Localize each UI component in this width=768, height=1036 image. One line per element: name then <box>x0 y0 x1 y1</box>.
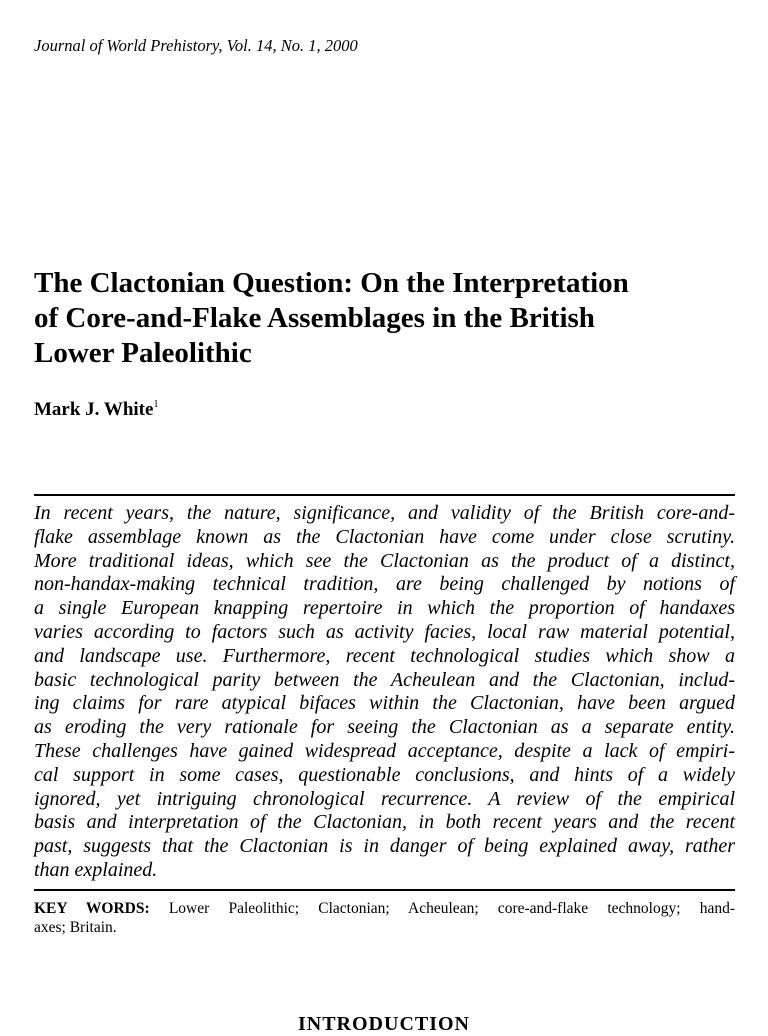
keywords-line: axes; Britain. <box>34 919 117 936</box>
abstract-line: non-handax-making technical tradition, are being challenged by notions of <box>34 573 735 596</box>
abstract-line: These challenges have gained widespread acceptance, despite a lack of empiri- <box>34 739 735 762</box>
author-footnote-mark: 1 <box>153 399 159 410</box>
abstract-line: flake assemblage known as the Clactonian have come under close scrutiny. <box>34 525 735 548</box>
title-line: The Clactonian Question: On the Interpretation <box>34 267 629 299</box>
abstract-line: than explained. <box>34 858 158 881</box>
abstract-line: cal support in some cases, questionable conclusions, and hints of a widely <box>34 763 735 786</box>
abstract-line: as eroding the very rationale for seeing the Clactonian as a separate entity. <box>34 716 735 739</box>
abstract-line: past, suggests that the Clactonian is in danger of being explained away, rather <box>34 835 735 858</box>
keywords-label: KEY WORDS: <box>34 900 150 917</box>
abstract-line: ignored, yet intriguing chronological recurrence. A review of the empirical <box>34 787 735 810</box>
abstract-line: a single European knapping repertoire in which the proportion of handaxes <box>34 597 735 620</box>
abstract-line: In recent years, the nature, significance, and validity of the British core-and- <box>34 502 735 524</box>
article-title <box>34 266 734 371</box>
journal-citation: Journal of World Prehistory, Vol. 14, No. 1, 2000 <box>34 36 358 55</box>
abstract <box>34 502 735 883</box>
abstract-line: basic technological parity between the Acheulean and the Clactonian, includ- <box>34 668 735 691</box>
abstract-line: ing claims for rare atypical bifaces within the Clactonian, have been argued <box>34 692 735 715</box>
abstract-line: basis and interpretation of the Clactonian, in both recent years and the recent <box>34 811 735 834</box>
keywords-line <box>34 899 735 918</box>
abstract-top-rule <box>34 494 735 496</box>
author-line <box>34 398 158 422</box>
abstract-line: More traditional ideas, which see the Clactonian as the product of a distinct, <box>34 549 735 572</box>
keywords-text: Lower Paleolithic; Clactonian; Acheulean; core-and-flake technology; hand- <box>168 900 736 917</box>
abstract-line: and landscape use. Furthermore, recent technological studies which show a <box>34 644 735 667</box>
abstract-line: varies according to factors such as activity facies, local raw material potential, <box>34 620 735 643</box>
title-line: Lower Paleolithic <box>34 337 252 369</box>
author-name: Mark J. White <box>34 399 154 420</box>
title-line: of Core-and-Flake Assemblages in the British <box>34 302 595 334</box>
keywords <box>34 899 735 937</box>
abstract-bottom-rule <box>34 889 735 891</box>
section-heading: INTRODUCTION <box>297 1013 471 1035</box>
